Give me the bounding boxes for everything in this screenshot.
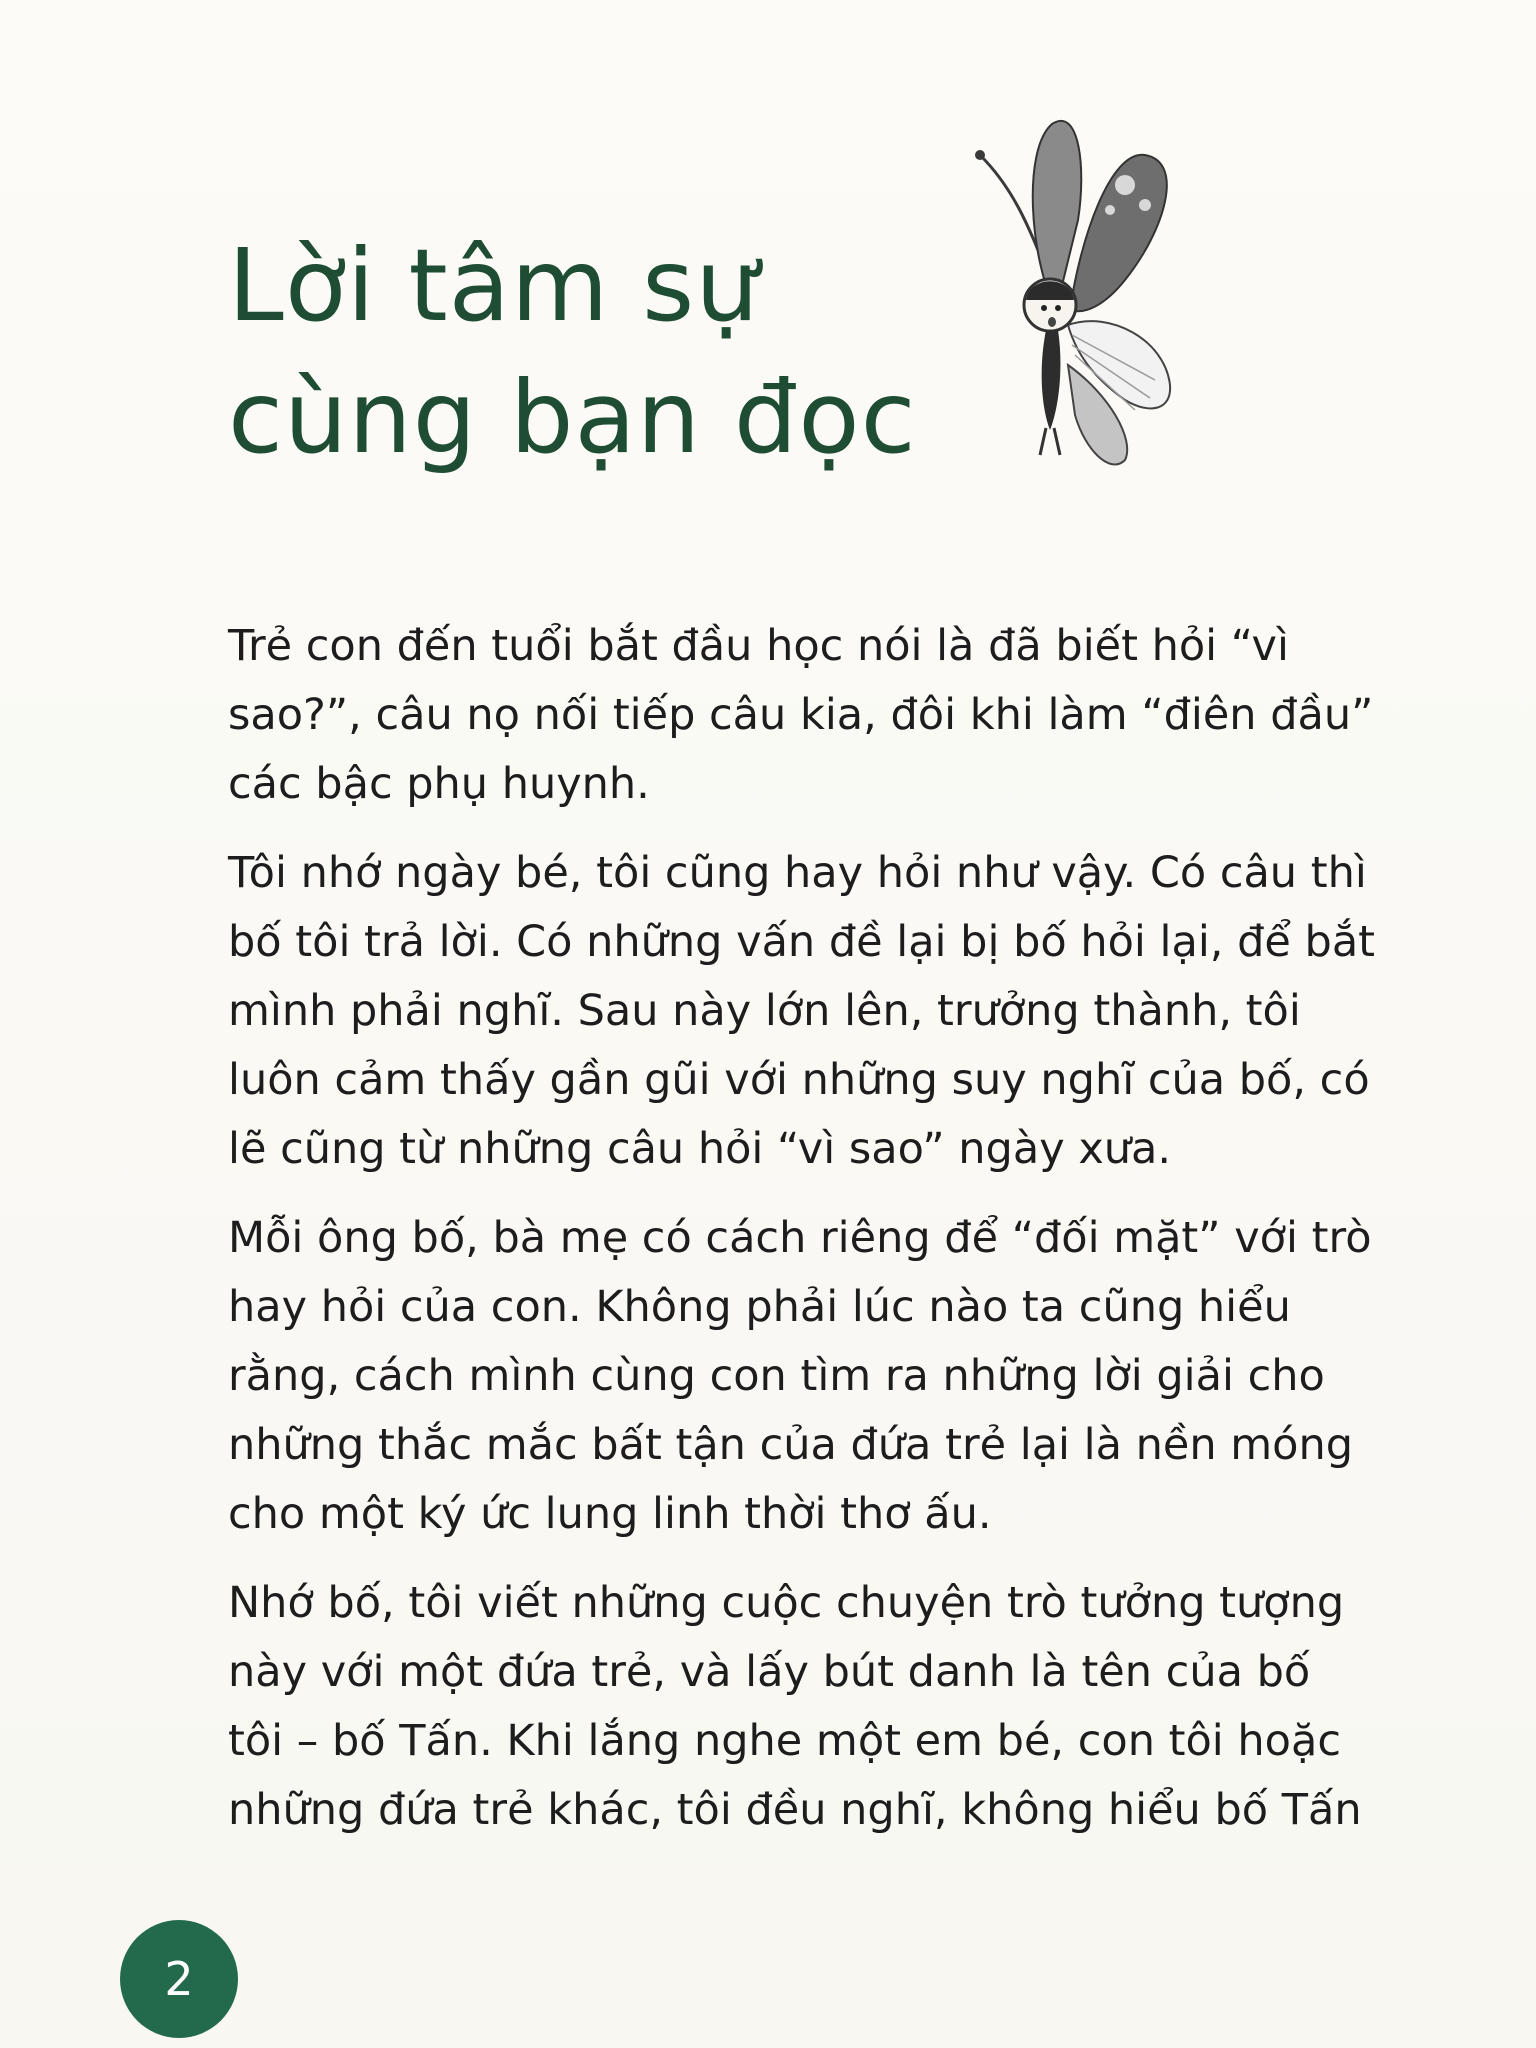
text-line: lẽ cũng từ những câu hỏi “vì sao” ngày xưa. [228, 1124, 1172, 1174]
text-line: hay hỏi của con. Không phải lúc nào ta cũng hiểu [228, 1282, 1291, 1332]
text-line: mình phải nghĩ. Sau này lớn lên, trưởng thành, tôi [228, 986, 1301, 1036]
text-line: tôi – bố Tấn. Khi lắng nghe một em bé, con tôi hoặc [228, 1716, 1341, 1766]
page-number-badge [120, 1920, 238, 2038]
butterfly-fairy-illustration [960, 110, 1190, 470]
text-line: rằng, cách mình cùng con tìm ra những lời giải cho [228, 1351, 1325, 1401]
text-line: sao?”, câu nọ nối tiếp câu kia, đôi khi làm “điên đầu” [228, 690, 1374, 740]
text-line: này với một đứa trẻ, và lấy bút danh là tên của bố [228, 1647, 1311, 1697]
text-line: cho một ký ức lung linh thời thơ ấu. [228, 1489, 992, 1539]
title-line-2: cùng bạn đọc [228, 359, 917, 476]
paragraph-2 [228, 839, 1376, 1184]
text-line: Nhớ bố, tôi viết những cuộc chuyện trò tưởng tượng [228, 1578, 1345, 1628]
page-title [228, 220, 917, 484]
text-line: những đứa trẻ khác, tôi đều nghĩ, không hiểu bố Tấn [228, 1785, 1362, 1835]
text-line: luôn cảm thấy gần gũi với những suy nghĩ của bố, có [228, 1055, 1370, 1105]
title-line-1: Lời tâm sự [228, 227, 760, 344]
text-line: Trẻ con đến tuổi bắt đầu học nói là đã biết hỏi “vì [228, 621, 1289, 671]
text-line: những thắc mắc bất tận của đứa trẻ lại là nền móng [228, 1420, 1353, 1470]
text-line: các bậc phụ huynh. [228, 759, 650, 809]
paragraph-3 [228, 1204, 1372, 1549]
text-line: Mỗi ông bố, bà mẹ có cách riêng để “đối mặt” với trò [228, 1213, 1372, 1263]
page-number: 2 [164, 1952, 194, 2006]
text-line: Tôi nhớ ngày bé, tôi cũng hay hỏi như vậy. Có câu thì [228, 848, 1367, 898]
body-text [228, 612, 1376, 1865]
paragraph-4 [228, 1569, 1362, 1845]
paragraph-1 [228, 612, 1374, 819]
text-line: bố tôi trả lời. Có những vấn đề lại bị bố hỏi lại, để bắt [228, 917, 1376, 967]
